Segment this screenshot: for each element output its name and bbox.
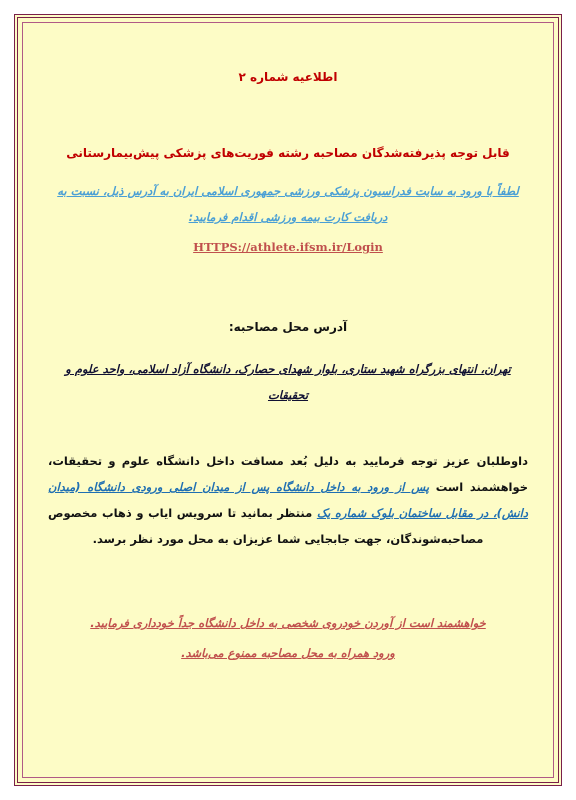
interview-address: تهران، انتهای بزرگراه شهید ستاری، بلوار شهدای حصارک، دانشگاه آزاد اسلامی، واحد علوم و تحقیقات — [65, 362, 511, 402]
document-page — [14, 14, 562, 786]
announcement-title: اطلاعیه شماره ۲ — [238, 70, 338, 84]
insurance-instructions: لطفاً با ورود به سایت فدراسیون پزشکی ورزشی جمهوری اسلامی ایران به آدرس ذیل، نسبت به دریافت کارت بیمه ورزشی اقدام فرمایید: — [57, 184, 519, 224]
important-notice — [48, 608, 528, 668]
document-body — [48, 18, 528, 782]
transport-info — [48, 448, 528, 552]
transport-info-highlight: پس از ورود به داخل دانشگاه پس از میدان اصلی ورودی دانشگاه (میدان دانش)، در مقابل ساختمان بلوک شماره یک — [48, 480, 528, 520]
address-label: آدرس محل مصاحبه: — [228, 320, 348, 334]
transport-info-end: منتظر بمانید تا سرویس ایاب و ذهاب مخصوص مصاحبه‌شوندگان، جهت جابجایی شما عزیزان به محل مورد نظر برسد. — [48, 506, 484, 546]
no-companion-notice: ورود همراه به محل مصاحبه ممنوع می‌باشد. — [181, 646, 395, 660]
registration-link[interactable]: HTTPS://athlete.ifsm.ir/Login — [193, 240, 383, 254]
transport-info-intro: داوطلبان عزیز توجه فرمایید به دلیل بُعد مسافت داخل دانشگاه علوم و تحقیقات، خواهشمند است — [48, 454, 528, 494]
no-private-car-notice: خواهشمند است از آوردن خودروی شخصی به داخل دانشگاه جداً خودداری فرمایید. — [90, 616, 486, 630]
announcement-heading: قابل توجه پذیرفته‌شدگان مصاحبه رشته فوریت‌های پزشکی پیش‌بیمارستانی — [66, 146, 510, 160]
